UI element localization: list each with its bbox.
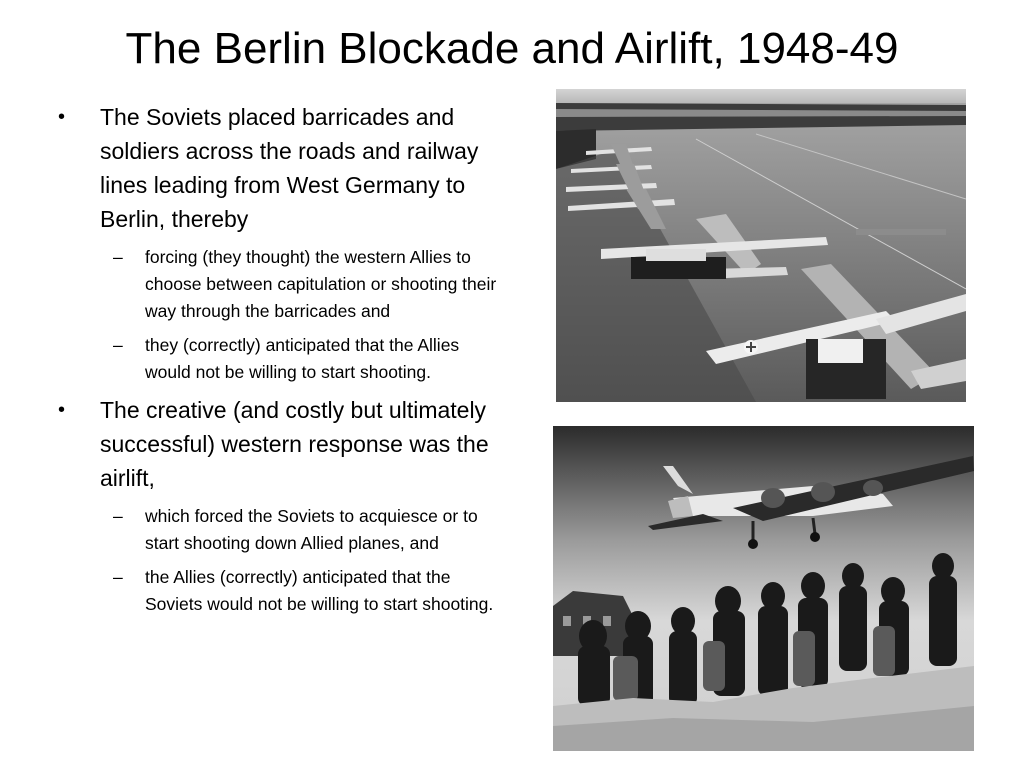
sub-bullet-item <box>58 564 498 618</box>
sub-bullet-text: forcing (they thought) the western Allies to choose between capitulation or shooting their way through the barricades and <box>145 247 497 321</box>
airport-planes-illustration <box>556 89 966 402</box>
dash-marker: – <box>113 335 123 355</box>
dash-marker: – <box>113 247 123 267</box>
sub-bullet-item <box>58 244 498 325</box>
airlift-crowd-photo <box>553 426 974 751</box>
sub-bullet-text: the Allies (correctly) anticipated that the Soviets would not be willing to start shooting. <box>145 567 494 614</box>
dash-marker: – <box>113 506 123 526</box>
bullet-marker: • <box>58 399 66 421</box>
sub-bullet-item <box>58 503 498 557</box>
bullet-text: The Soviets placed barricades and soldiers across the roads and railway lines leading from West Germany to Berlin, thereby <box>100 104 479 232</box>
dash-marker: – <box>113 567 123 587</box>
bullet-text: The creative (and costly but ultimately successful) western response was the airlift, <box>100 397 489 491</box>
bullet-list <box>58 100 498 625</box>
bullet-marker: • <box>58 106 66 128</box>
sub-bullet-text: they (correctly) anticipated that the Allies would not be willing to start shooting. <box>145 335 460 382</box>
sub-bullet-item <box>58 332 498 386</box>
airlift-crowd-illustration <box>553 426 974 751</box>
slide-title: The Berlin Blockade and Airlift, 1948-49 <box>125 24 899 73</box>
airport-planes-photo <box>556 89 966 402</box>
bullet-item <box>58 393 498 495</box>
sub-bullet-text: which forced the Soviets to acquiesce or to start shooting down Allied planes, and <box>145 506 478 553</box>
bullet-item <box>58 100 498 236</box>
